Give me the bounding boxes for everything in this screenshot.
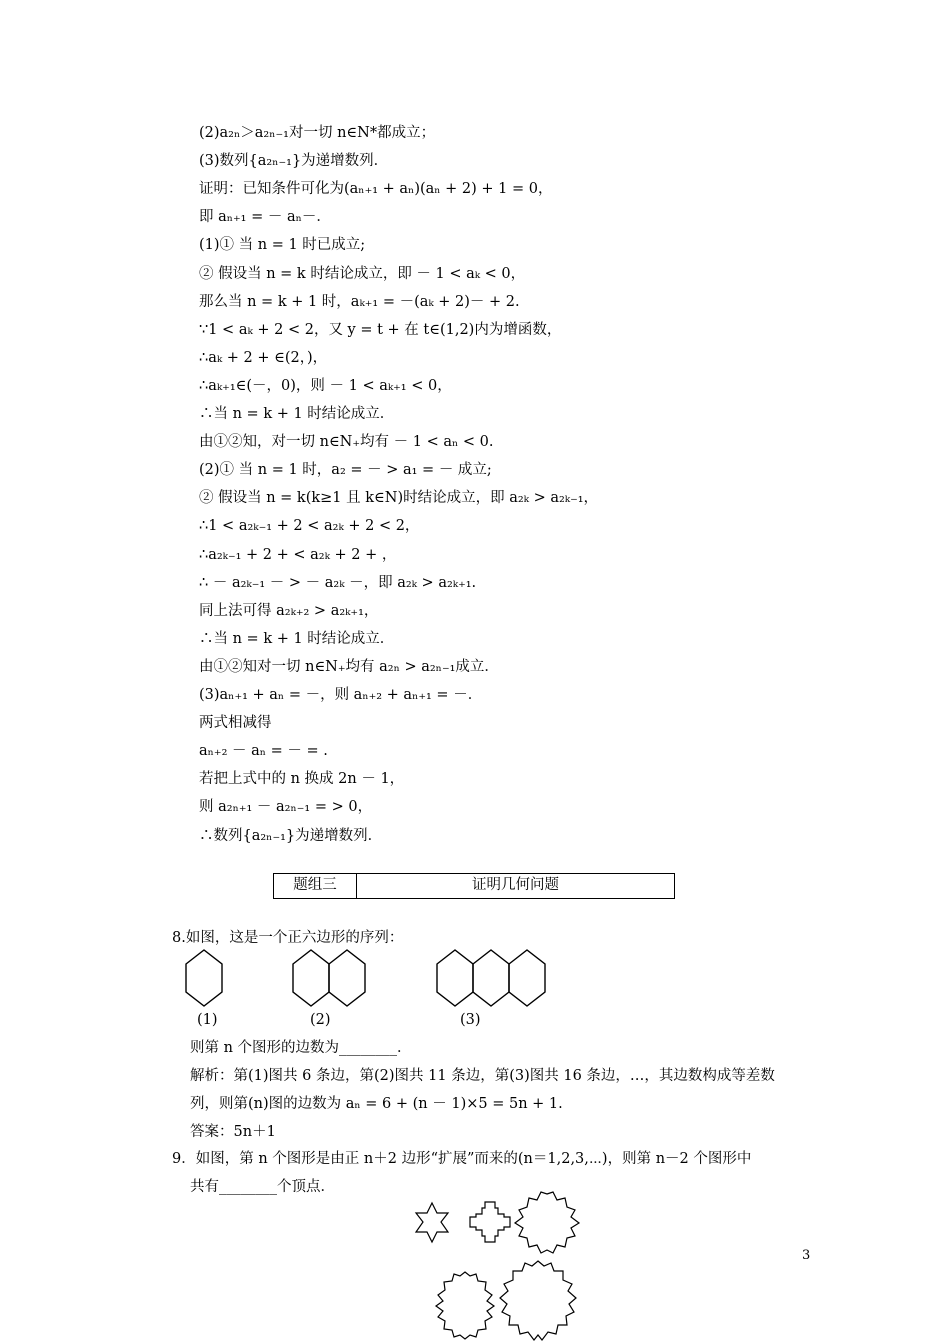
cross-figure xyxy=(470,1202,510,1242)
proof-line: 若把上式中的 n 换成 2n － 1， xyxy=(199,771,405,787)
q8-ask: 则第 n 个图形的边数为________． xyxy=(190,1040,412,1056)
proof-line: ∴当 n = k + 1 时结论成立． xyxy=(199,406,395,422)
q9-line1: 9．如图，第 n 个图形是由正 n＋2 边形“扩展”而来的(n＝1,2,3,⋯)，则第 n－2 个图形中 xyxy=(172,1151,752,1167)
q8-analysis-2: 列，则第(n)图的边数为 aₙ = 6 + (n － 1)×5 = 5n + 1. xyxy=(190,1096,563,1112)
page-number: 3 xyxy=(802,1248,811,1263)
proof-line: 那么当 n = k + 1 时，aₖ₊₁ = －(aₖ + 2)－ + 2. xyxy=(199,294,520,310)
hexagon-3a xyxy=(437,950,473,1006)
q8-answer: 答案：5n＋1 xyxy=(190,1124,276,1140)
proof-line: (3)aₙ₊₁ + aₙ = －，则 aₙ₊₂ + aₙ₊₁ = －． xyxy=(199,687,483,703)
proof-line: 则 a₂ₙ₊₁ － a₂ₙ₋₁ = > 0， xyxy=(199,799,373,815)
star-figure xyxy=(414,1203,450,1243)
caption-1: (1) xyxy=(197,1012,218,1028)
hexagon-sequence-figure xyxy=(180,950,560,1016)
pentagon-flake-figure xyxy=(513,1190,581,1256)
proof-line: ∴ － a₂ₖ₋₁ － > － a₂ₖ －，即 a₂ₖ > a₂ₖ₊₁. xyxy=(199,575,477,591)
hexagon-2a xyxy=(293,950,329,1006)
proof-line: ∴aₖ₊₁∈(－，0)，则 － 1 < aₖ₊₁ < 0， xyxy=(199,378,452,394)
hexagon-3b xyxy=(473,950,509,1006)
q9-line2: 共有________个顶点． xyxy=(190,1179,335,1195)
group-topic: 证明几何问题 xyxy=(472,877,559,893)
proof-line: (2)a₂ₙ＞a₂ₙ₋₁对一切 n∈N*都成立； xyxy=(199,125,436,141)
proof-line: (2)① 当 n = 1 时，a₂ = － > a₁ = － 成立; xyxy=(199,462,492,478)
hexagon-1 xyxy=(186,950,222,1006)
proof-line: 即 aₙ₊₁ = － aₙ－． xyxy=(199,209,331,225)
proof-line: ∴aₖ + 2 + ∈(2，)， xyxy=(199,350,328,366)
proof-line: ∴1 < a₂ₖ₋₁ + 2 < a₂ₖ + 2 < 2， xyxy=(199,518,420,534)
proof-line: ∴a₂ₖ₋₁ + 2 + < a₂ₖ + 2 + ， xyxy=(199,547,397,563)
group-label: 题组三 xyxy=(274,874,357,898)
proof-line: 证明：已知条件可化为(aₙ₊₁ + aₙ)(aₙ + 2) + 1 = 0， xyxy=(199,181,553,197)
proof-line: aₙ₊₂ － aₙ = － = . xyxy=(199,743,328,759)
proof-line: (3)数列{a₂ₙ₋₁}为递增数列． xyxy=(199,153,389,169)
q8-stem: 8.如图，这是一个正六边形的序列： xyxy=(172,930,404,946)
proof-line: ∵1 < aₖ + 2 < 2，又 y = t + 在 t∈(1,2)内为增函数， xyxy=(199,322,562,338)
proof-line: 同上法可得 a₂ₖ₊₂ > a₂ₖ₊₁， xyxy=(199,603,379,619)
hexagon-3c xyxy=(509,950,545,1006)
proof-line: ② 假设当 n = k 时结论成立，即 － 1 < aₖ < 0， xyxy=(199,266,526,282)
caption-2: (2) xyxy=(310,1012,331,1028)
proof-line: (1)① 当 n = 1 时已成立; xyxy=(199,237,366,253)
q8-analysis-1: 解析：第(1)图共 6 条边，第(2)图共 11 条边，第(3)图共 16 条边，…，其边数构成等差数 xyxy=(190,1068,775,1084)
proof-line: ∴当 n = k + 1 时结论成立． xyxy=(199,631,395,647)
hexagon-flake-figure xyxy=(430,1268,500,1340)
section-header-table xyxy=(273,873,675,899)
proof-line: 由①②知对一切 n∈N₊均有 a₂ₙ > a₂ₙ₋₁成立． xyxy=(199,659,499,675)
caption-3: (3) xyxy=(460,1012,481,1028)
heptagon-flake-figure xyxy=(496,1258,580,1344)
proof-line: 由①②知，对一切 n∈N₊均有 － 1 < aₙ < 0. xyxy=(199,434,494,450)
hexagon-2b xyxy=(329,950,365,1006)
proof-line: 两式相减得 xyxy=(199,715,272,731)
proof-line: ∴数列{a₂ₙ₋₁}为递增数列． xyxy=(199,828,383,844)
proof-line: ② 假设当 n = k(k≥1 且 k∈N)时结论成立，即 a₂ₖ > a₂ₖ₋₁， xyxy=(199,490,599,506)
